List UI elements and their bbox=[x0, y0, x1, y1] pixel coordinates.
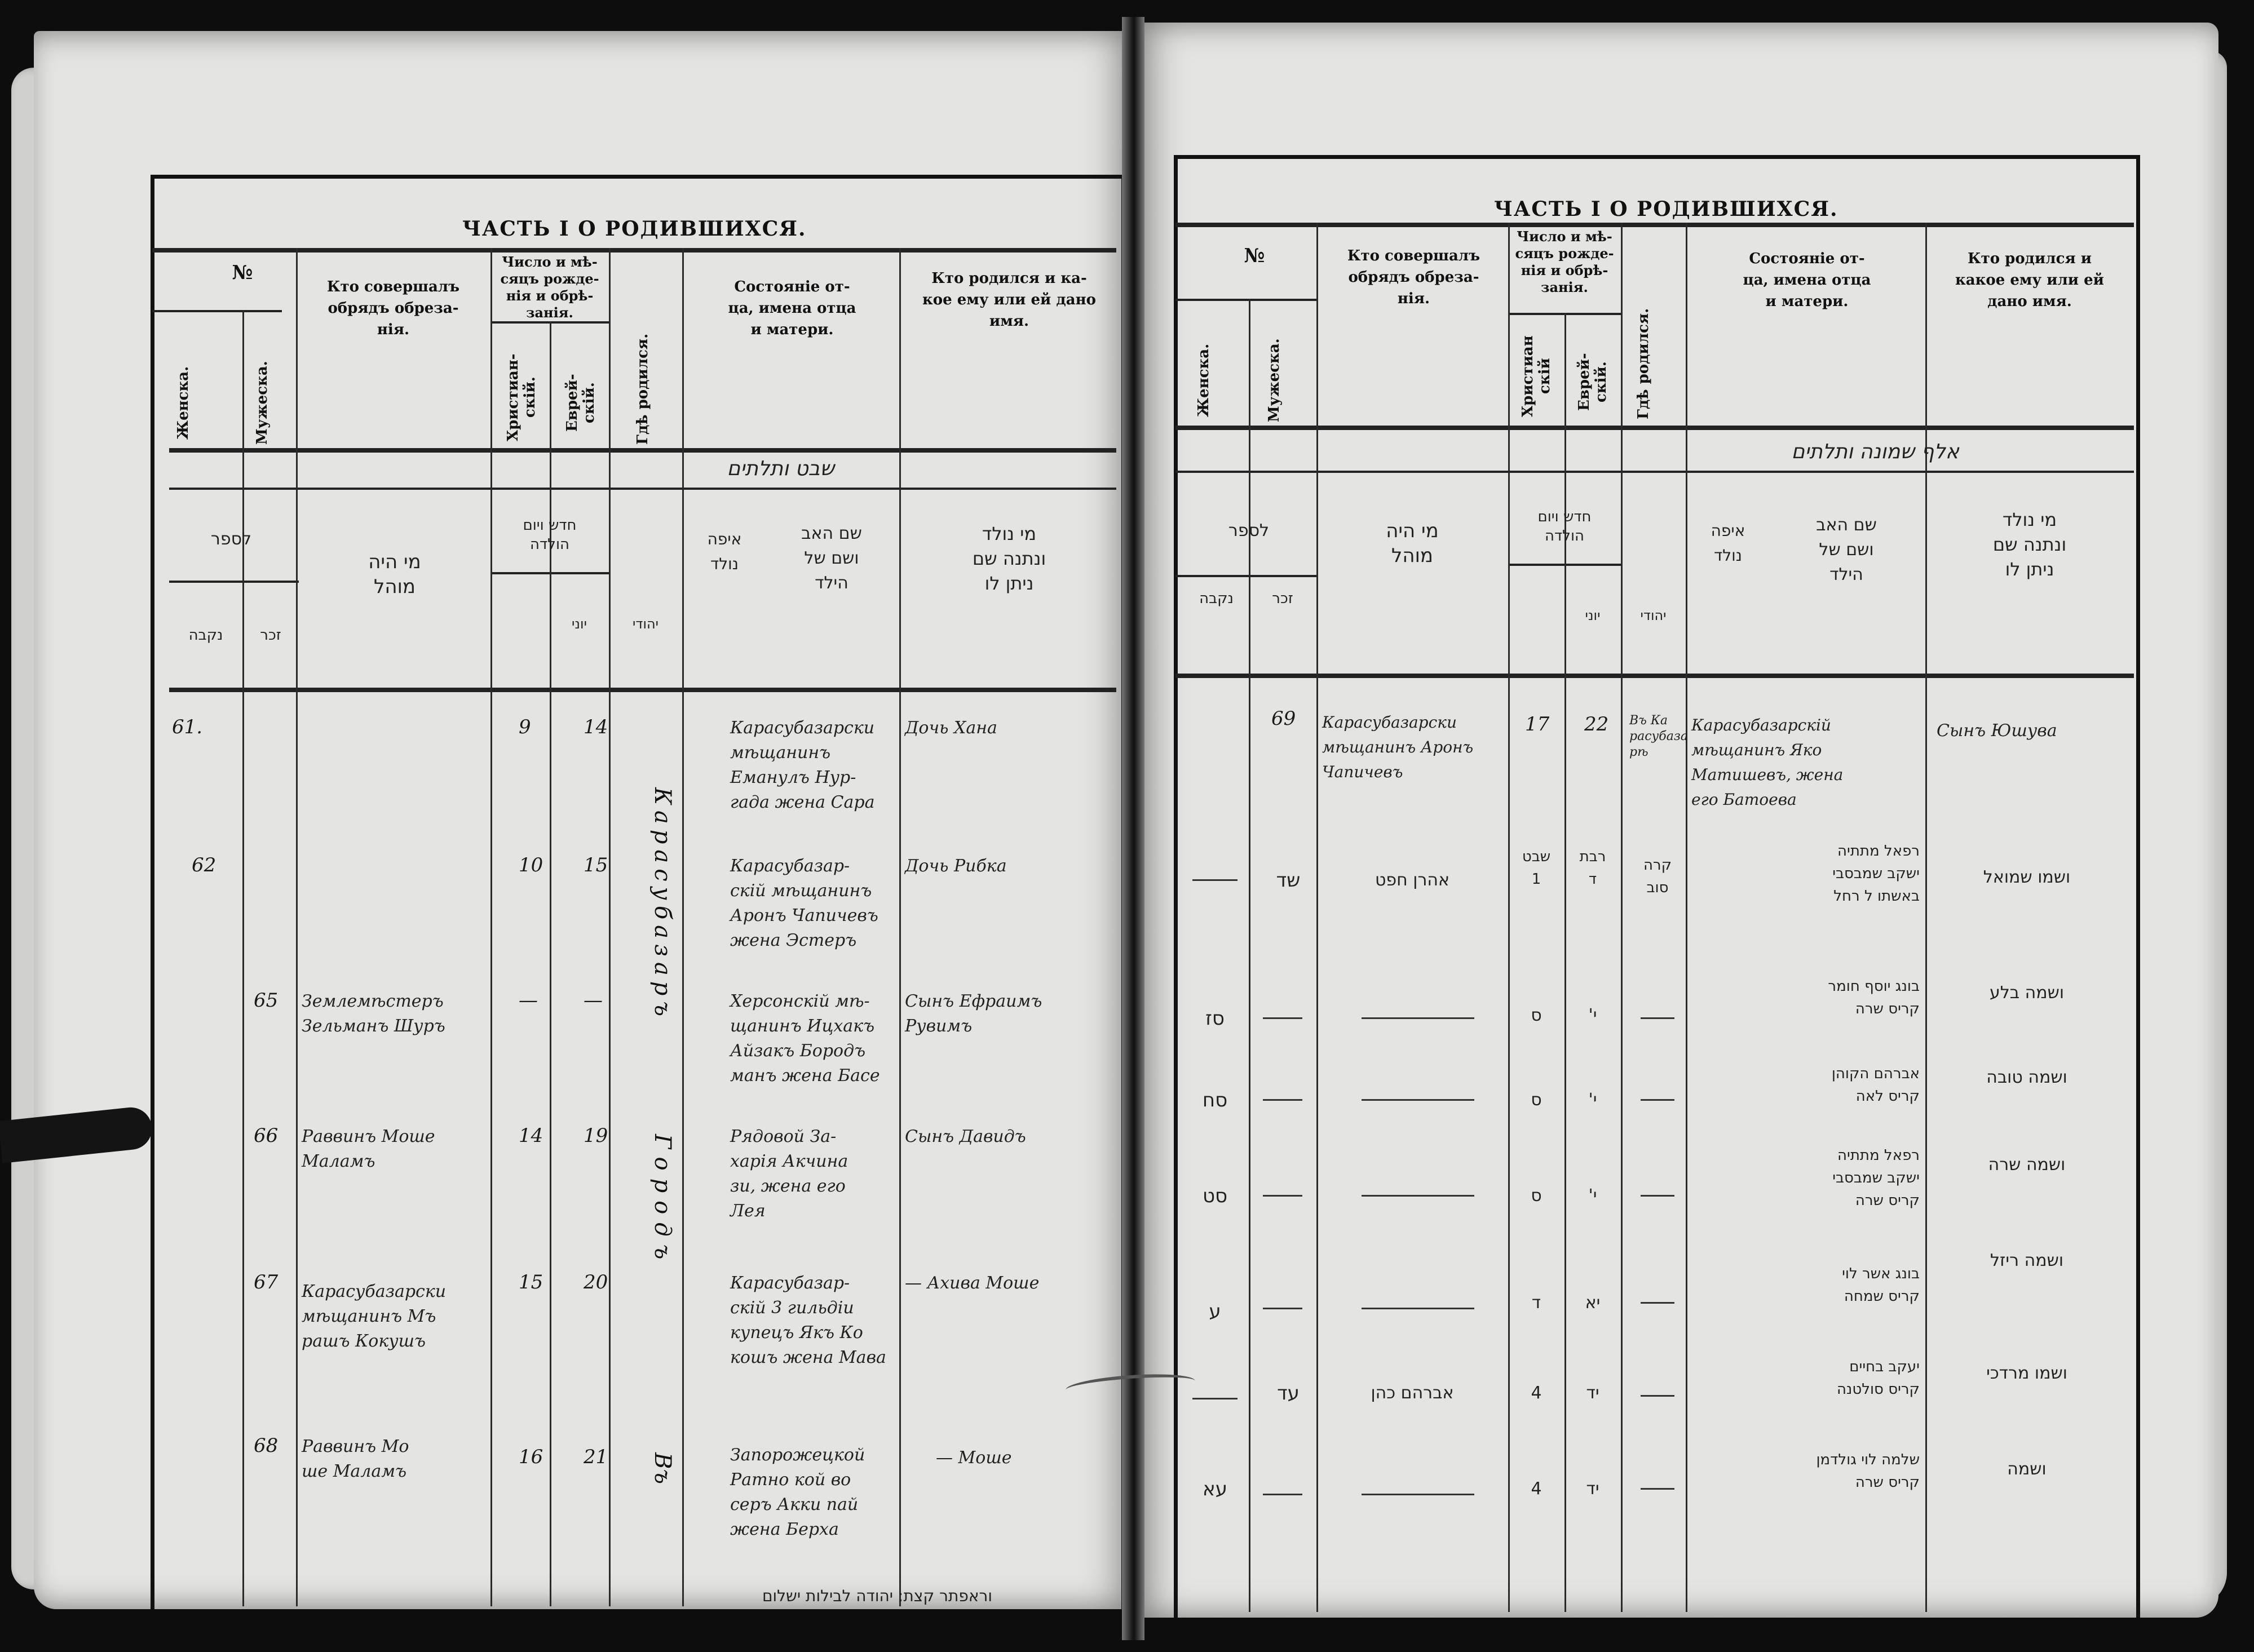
christian-date: ד bbox=[1531, 1293, 1541, 1313]
dash-mark bbox=[1641, 1302, 1674, 1304]
dash-mark bbox=[1362, 1017, 1474, 1019]
father-entry: Херсонскій мѣ- щанинъ Ицхакъ Айзакъ Бородъ манъ жена Басе bbox=[730, 991, 880, 1086]
row-number: 62 bbox=[192, 854, 216, 876]
left-header-child: Кто родился и ка- кое ему или ей дано имя. bbox=[922, 270, 1096, 330]
right-col-male bbox=[1316, 223, 1318, 1612]
jewish-date: י' bbox=[1588, 1006, 1597, 1025]
father-entry: בונג אשר לוי קריס שמחה bbox=[1842, 1265, 1920, 1305]
child-entry: Дочь Хана bbox=[905, 718, 997, 738]
right-page bbox=[1136, 23, 2218, 1618]
left-place-town: Городъ bbox=[649, 1133, 675, 1268]
left-page bbox=[34, 31, 1133, 1609]
jewish-date: י' bbox=[1588, 1186, 1597, 1206]
father-entry: בונג יוסף חומר קריס שרה bbox=[1828, 978, 1920, 1017]
christian-date: 14 bbox=[519, 1124, 543, 1147]
father-entry: Карасубазарскій мѣщанинъ Яко Матишевъ, жена его Батоева bbox=[1691, 716, 1844, 809]
dash-mark bbox=[1641, 1395, 1674, 1397]
right-header-number: № bbox=[1244, 245, 1265, 267]
row-number: 67 bbox=[254, 1271, 279, 1294]
place-entry: Въ Ка расубаза рѣ bbox=[1629, 714, 1688, 759]
left-heb-child: מי נולד ונתנה שם ניתן לו bbox=[972, 523, 1046, 594]
dash-mark bbox=[1192, 879, 1238, 881]
dash-mark bbox=[1641, 1099, 1674, 1101]
performer-entry: Раввинъ Моше Маламъ bbox=[302, 1127, 435, 1171]
performer-entry: אברהם כהן bbox=[1371, 1383, 1454, 1403]
christian-date: — bbox=[519, 989, 538, 1012]
performer-entry: Карасубазарски мѣщанинъ Мъ рашъ Кокушъ bbox=[302, 1282, 447, 1351]
performer-entry: Раввинъ Мо ше Маламъ bbox=[302, 1437, 409, 1481]
left-header-male: Мужеска. bbox=[254, 361, 271, 445]
right-page-title: ЧАСТЬ I О РОДИВШИХСЯ. bbox=[1494, 197, 1838, 221]
left-heb-number: לספר bbox=[210, 529, 252, 549]
child-entry: Сынъ Юшува bbox=[1937, 721, 2057, 741]
right-header-place: Гдѣ родился. bbox=[1635, 308, 1652, 419]
right-rule-hebnum bbox=[1175, 575, 1316, 577]
dash-mark bbox=[1192, 1398, 1238, 1399]
dash-mark bbox=[1362, 1195, 1474, 1197]
christian-date: 16 bbox=[519, 1446, 543, 1468]
dash-mark bbox=[1641, 1017, 1674, 1019]
dash-mark bbox=[1641, 1488, 1674, 1490]
right-heb-number: לספר bbox=[1228, 521, 1270, 541]
child-entry: Дочь Рибка bbox=[905, 856, 1007, 876]
right-col-jewish bbox=[1621, 223, 1623, 1612]
male-entry: עד bbox=[1277, 1382, 1300, 1405]
left-heb-male: זכר bbox=[260, 627, 281, 644]
left-heb-jewish: יהודי bbox=[632, 616, 659, 632]
left-heb-place: איפה נולד bbox=[707, 530, 742, 573]
jewish-date: יד bbox=[1586, 1383, 1599, 1403]
left-rule-header-bottom bbox=[169, 448, 1116, 453]
christian-date: 17 bbox=[1525, 713, 1550, 736]
christian-date: ס bbox=[1531, 1006, 1542, 1025]
female-entry: סט bbox=[1202, 1185, 1228, 1207]
left-page-footer: וראפתר קצת: יהודה לבילות ישלום bbox=[762, 1587, 992, 1605]
father-entry: יעקב בחיים קריס סולטנה bbox=[1836, 1358, 1920, 1398]
left-header-performer: Кто совершалъ обрядъ обреза- нія. bbox=[326, 278, 460, 338]
female-entry: סח bbox=[1202, 1089, 1228, 1111]
jewish-date: 20 bbox=[584, 1271, 608, 1294]
right-heb-male: זכר bbox=[1272, 590, 1293, 607]
jewish-date: יד bbox=[1586, 1479, 1599, 1499]
row-number: 65 bbox=[254, 989, 279, 1012]
left-header-father: Состояніе от- ца, имена отца и матери. bbox=[728, 278, 856, 338]
father-entry: Рядовой За- харія Акчина зи, жена его Лея bbox=[730, 1127, 848, 1221]
right-header-jewish: Еврей- скій. bbox=[1576, 353, 1610, 411]
book-spine bbox=[1122, 17, 1144, 1640]
jewish-date: יא bbox=[1585, 1293, 1601, 1313]
right-rule-month bbox=[1175, 471, 2134, 473]
left-place-city: Карасубазаръ bbox=[649, 787, 675, 1022]
left-heb-female: נקבה bbox=[188, 627, 223, 644]
right-heb-father: שם האב ושם של הילד bbox=[1816, 515, 1877, 584]
left-header-place: Гдѣ родился. bbox=[634, 333, 651, 445]
jewish-date: רבת ד bbox=[1579, 848, 1606, 888]
christian-date: ס bbox=[1531, 1186, 1542, 1206]
child-entry: ושמה בלע bbox=[1989, 983, 2065, 1003]
dash-mark bbox=[1362, 1099, 1474, 1101]
left-col-male bbox=[296, 248, 298, 1606]
child-entry: ושמה שרה bbox=[1988, 1155, 2066, 1175]
father-entry: Карасубазарски мѣщанинъ Еманулъ Нур- гада жена Сара bbox=[730, 718, 875, 812]
dash-mark bbox=[1263, 1494, 1302, 1495]
right-heb-place: איפה נולד bbox=[1711, 521, 1745, 565]
child-entry: — Моше bbox=[936, 1448, 1012, 1468]
father-entry: רפאל מתתיה ישקב שמבסבי באשתו ל רחל bbox=[1832, 843, 1920, 905]
father-entry: רפאל מתתיה ישקב שמבסבי קריס שרה bbox=[1832, 1147, 1920, 1209]
row-number: 69 bbox=[1271, 707, 1296, 730]
right-header-child: Кто родился и какое ему или ей дано имя. bbox=[1955, 250, 2104, 310]
jewish-date: 15 bbox=[584, 854, 608, 876]
child-entry: ושמו שמואל bbox=[1983, 867, 2071, 887]
right-col-performer bbox=[1508, 223, 1510, 1612]
right-heb-female: נקבה bbox=[1199, 590, 1234, 607]
row-number: 66 bbox=[254, 1124, 279, 1147]
female-entry: עא bbox=[1202, 1478, 1227, 1500]
jewish-date: 14 bbox=[584, 716, 608, 738]
dash-mark bbox=[1263, 1195, 1302, 1197]
left-col-performer bbox=[490, 248, 492, 1606]
left-header-female: Женска. bbox=[175, 366, 192, 440]
performer-entry: אהרן חפט bbox=[1375, 870, 1450, 890]
right-header-date-group: Число и мѣ- сяцъ рожде- нія и обрѣ- занія. bbox=[1515, 228, 1614, 295]
right-header-male: Мужеска. bbox=[1266, 338, 1283, 423]
child-entry: ושמו מרדכי bbox=[1986, 1363, 2067, 1383]
left-heb-father: שם האב ושם של הילד bbox=[801, 524, 862, 593]
child-entry: Сынъ Ефраимъ Рувимъ bbox=[905, 991, 1042, 1036]
right-heb-christian: יוני bbox=[1585, 608, 1601, 623]
right-header-female: Женска. bbox=[1195, 343, 1212, 418]
child-entry: Сынъ Давидъ bbox=[905, 1127, 1026, 1146]
father-entry: Карасубазар- скій 3 гильдіи купецъ Якъ Ко кошъ жена Мава bbox=[730, 1273, 886, 1367]
right-rule-num bbox=[1175, 299, 1316, 301]
left-col-christian bbox=[550, 321, 551, 1606]
male-entry: שד bbox=[1276, 869, 1301, 892]
female-entry: סז bbox=[1205, 1007, 1225, 1030]
left-header-date-group: Число и мѣ- сяцъ рожде- нія и обрѣ- занія. bbox=[500, 254, 599, 321]
child-entry: ושמה טובה bbox=[1986, 1068, 2067, 1087]
left-place-prefix: Въ bbox=[649, 1452, 675, 1485]
right-col-father bbox=[1925, 223, 1927, 1612]
right-hebrew-year: אלף שמונה ותלתים bbox=[1791, 440, 1959, 463]
child-entry: ושמה bbox=[2007, 1459, 2047, 1479]
right-col-place bbox=[1686, 223, 1687, 1612]
right-rule-header-bottom bbox=[1175, 426, 2134, 430]
jewish-date: 22 bbox=[1584, 713, 1609, 736]
christian-date: 10 bbox=[519, 854, 543, 876]
left-hebrew-year: שבט ותלתים bbox=[727, 457, 834, 480]
right-col-female bbox=[1249, 299, 1250, 1612]
jewish-date: 21 bbox=[584, 1446, 608, 1468]
jewish-date: — bbox=[584, 989, 603, 1012]
left-rule-hebnum bbox=[169, 581, 299, 583]
right-heb-date-group: חדש ויום הולדה bbox=[1537, 508, 1592, 544]
christian-date: 4 bbox=[1531, 1479, 1542, 1499]
left-heb-performer: מי היה מוהל bbox=[368, 551, 421, 598]
father-entry: שלמה לוי גולדמן קריס שרה bbox=[1816, 1451, 1920, 1491]
dash-mark bbox=[1641, 1195, 1674, 1197]
right-heb-jewish: יהודי bbox=[1640, 608, 1667, 623]
christian-date: 4 bbox=[1531, 1383, 1542, 1403]
right-rule-body-top bbox=[1175, 674, 2134, 678]
left-heb-christian: יוני bbox=[572, 616, 587, 632]
child-entry: ושמה ריזל bbox=[1990, 1251, 2064, 1270]
father-entry: Запорожецкой Ратно кой во серъ Акки пай жена Берха bbox=[730, 1445, 865, 1539]
left-header-christian: Христиан- скій. bbox=[505, 353, 538, 441]
dash-mark bbox=[1263, 1308, 1302, 1309]
row-number: 68 bbox=[254, 1434, 279, 1457]
right-heb-performer: מי היה מוהל bbox=[1386, 520, 1439, 567]
left-col-female bbox=[242, 310, 244, 1606]
father-entry: אברהם הקוהן קריס לאה bbox=[1831, 1065, 1920, 1105]
place-entry: קרה סוב bbox=[1643, 857, 1672, 896]
child-entry: — Ахива Моше bbox=[905, 1273, 1040, 1293]
right-heb-child: מי נולד ונתנה שם ניתן לו bbox=[1992, 509, 2067, 580]
right-header-performer: Кто совершалъ обрядъ обреза- нія. bbox=[1347, 247, 1480, 307]
left-col-father bbox=[899, 248, 901, 1606]
right-rule-title bbox=[1175, 223, 2134, 227]
left-rule-num bbox=[152, 310, 282, 312]
female-entry: ע bbox=[1209, 1300, 1221, 1323]
christian-date: 15 bbox=[519, 1271, 543, 1294]
left-header-jewish: Еврей- скій. bbox=[564, 374, 598, 432]
left-rule-body-top bbox=[169, 688, 1116, 692]
dash-mark bbox=[1362, 1308, 1474, 1309]
left-col-place bbox=[682, 248, 684, 1606]
performer-entry: Землемѣстеръ Зельманъ Шуръ bbox=[302, 991, 445, 1036]
jewish-date: 19 bbox=[584, 1124, 608, 1147]
dash-mark bbox=[1362, 1494, 1474, 1495]
jewish-date: י' bbox=[1588, 1090, 1597, 1110]
left-page-title: ЧАСТЬ I О РОДИВШИХСЯ. bbox=[462, 217, 807, 241]
christian-date: 9 bbox=[519, 716, 531, 738]
left-heb-date-group: חדש ויום הולדה bbox=[523, 517, 577, 553]
left-rule-month bbox=[169, 488, 1116, 490]
christian-date: שבט 1 bbox=[1522, 848, 1551, 888]
right-header-father: Состояніе от- ца, имена отца и матери. bbox=[1743, 250, 1871, 310]
christian-date: ס bbox=[1531, 1090, 1542, 1110]
dash-mark bbox=[1263, 1017, 1302, 1019]
father-entry: Карасубазар- скій мѣщанинъ Аронъ Чапичевъ жена Эстеръ bbox=[730, 856, 878, 950]
left-col-jewish bbox=[609, 248, 611, 1606]
right-header-christian: Христиан скій bbox=[1519, 335, 1553, 417]
left-header-number: № bbox=[232, 262, 253, 284]
dash-mark bbox=[1263, 1099, 1302, 1101]
row-number: 61. bbox=[172, 716, 203, 738]
performer-entry: Карасубазарски мѣщанинъ Аронъ Чапичевъ bbox=[1322, 713, 1474, 781]
